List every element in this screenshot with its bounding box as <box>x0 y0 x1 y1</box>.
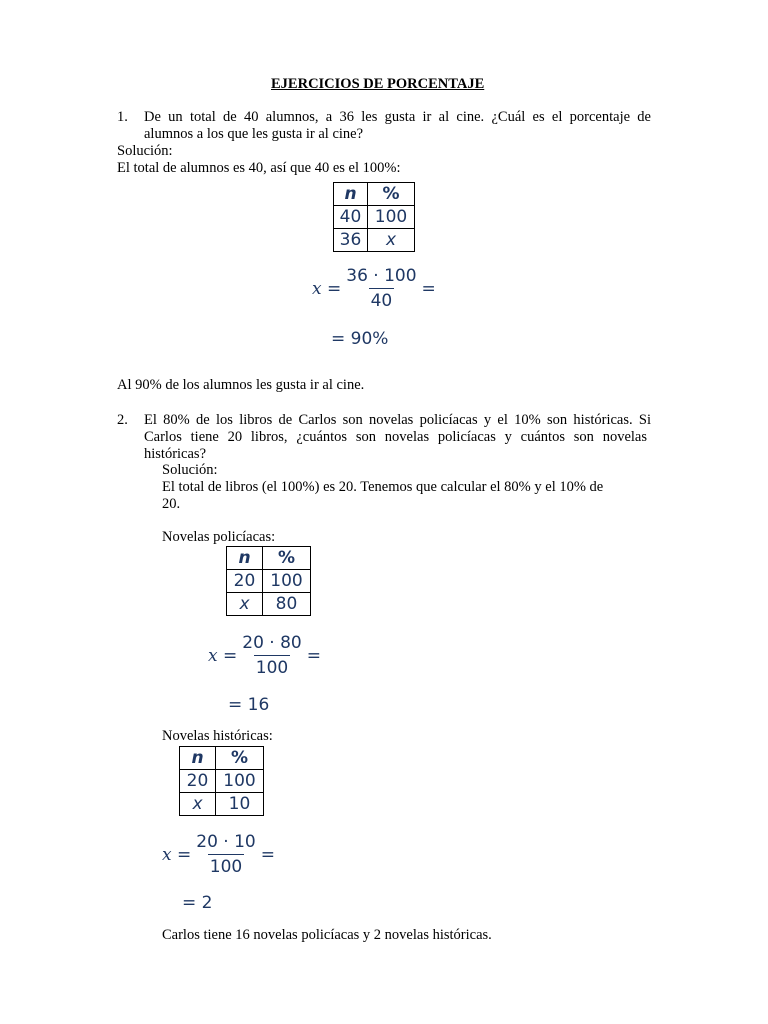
part-a-label: Novelas policíacas: <box>162 529 276 545</box>
part-a-formula <box>208 633 321 678</box>
table-cell: 100 <box>263 570 311 593</box>
exercise-1-formula <box>312 266 436 311</box>
table-cell: 10 <box>216 793 264 816</box>
part-a-result: = 16 <box>228 695 270 715</box>
exercise-1-proportion-table <box>333 182 415 252</box>
fraction-numerator: 36 · 100 <box>346 266 417 286</box>
exercise-2-line-3: históricas? <box>144 446 207 462</box>
exercise-1-solution-label: Solución: <box>117 143 173 159</box>
formula-equals: = <box>306 645 321 666</box>
table-cell: 100 <box>216 770 264 793</box>
page-title: EJERCICIOS DE PORCENTAJE <box>271 76 485 92</box>
formula-lhs: x = <box>162 844 192 865</box>
formula-lhs: x = <box>208 645 238 666</box>
exercise-2-solution-label: Solución: <box>162 462 218 478</box>
exercise-2-conclusion: Carlos tiene 16 novelas policíacas y 2 novelas históricas. <box>162 927 492 943</box>
fraction-denominator: 40 <box>369 288 395 311</box>
part-b-result: = 2 <box>182 893 213 913</box>
table-header-n: n <box>334 183 368 206</box>
part-b-label: Novelas históricas: <box>162 728 273 744</box>
exercise-1-result: = 90% <box>331 329 389 349</box>
table-cell-unknown: x <box>368 229 415 252</box>
formula-equals: = <box>421 278 436 299</box>
exercise-2-number: 2. <box>117 412 128 428</box>
table-cell: 80 <box>263 593 311 616</box>
exercise-2-line-2: Carlos tiene 20 libros, ¿cuántos son novelas policíacas y cuántos son novelas <box>144 429 647 445</box>
table-header-percent: % <box>216 747 264 770</box>
table-cell: 36 <box>334 229 368 252</box>
exercise-1-statement: El total de alumnos es 40, así que 40 es el 100%: <box>117 160 401 176</box>
fraction-denominator: 100 <box>208 854 244 877</box>
fraction-denominator: 100 <box>254 655 290 678</box>
table-header-n: n <box>180 747 216 770</box>
exercise-1-line-1: De un total de 40 alumnos, a 36 les gusta ir al cine. ¿Cuál es el porcentaje de <box>144 109 651 125</box>
table-cell: 20 <box>180 770 216 793</box>
table-cell: 100 <box>368 206 415 229</box>
table-cell: 40 <box>334 206 368 229</box>
part-b-formula <box>162 832 275 877</box>
exercise-1-number: 1. <box>117 109 128 125</box>
exercise-2-line-1: El 80% de los libros de Carlos son novelas policíacas y el 10% son históricas. Si <box>144 412 651 428</box>
table-cell-unknown: x <box>180 793 216 816</box>
part-a-proportion-table <box>226 546 311 616</box>
formula-equals: = <box>260 844 275 865</box>
part-b-proportion-table <box>179 746 264 816</box>
formula-lhs: x = <box>312 278 342 299</box>
table-cell-unknown: x <box>227 593 263 616</box>
exercise-1-conclusion: Al 90% de los alumnos les gusta ir al cine. <box>117 377 365 393</box>
table-header-n: n <box>227 547 263 570</box>
table-header-percent: % <box>368 183 415 206</box>
exercise-2-statement-2: 20. <box>162 496 181 512</box>
fraction-numerator: 20 · 10 <box>196 832 256 852</box>
exercise-1-line-2: alumnos a los que les gusta ir al cine? <box>144 126 364 142</box>
table-cell: 20 <box>227 570 263 593</box>
exercise-2-statement-1: El total de libros (el 100%) es 20. Tenemos que calcular el 80% y el 10% de <box>162 479 604 495</box>
fraction-numerator: 20 · 80 <box>242 633 302 653</box>
table-header-percent: % <box>263 547 311 570</box>
